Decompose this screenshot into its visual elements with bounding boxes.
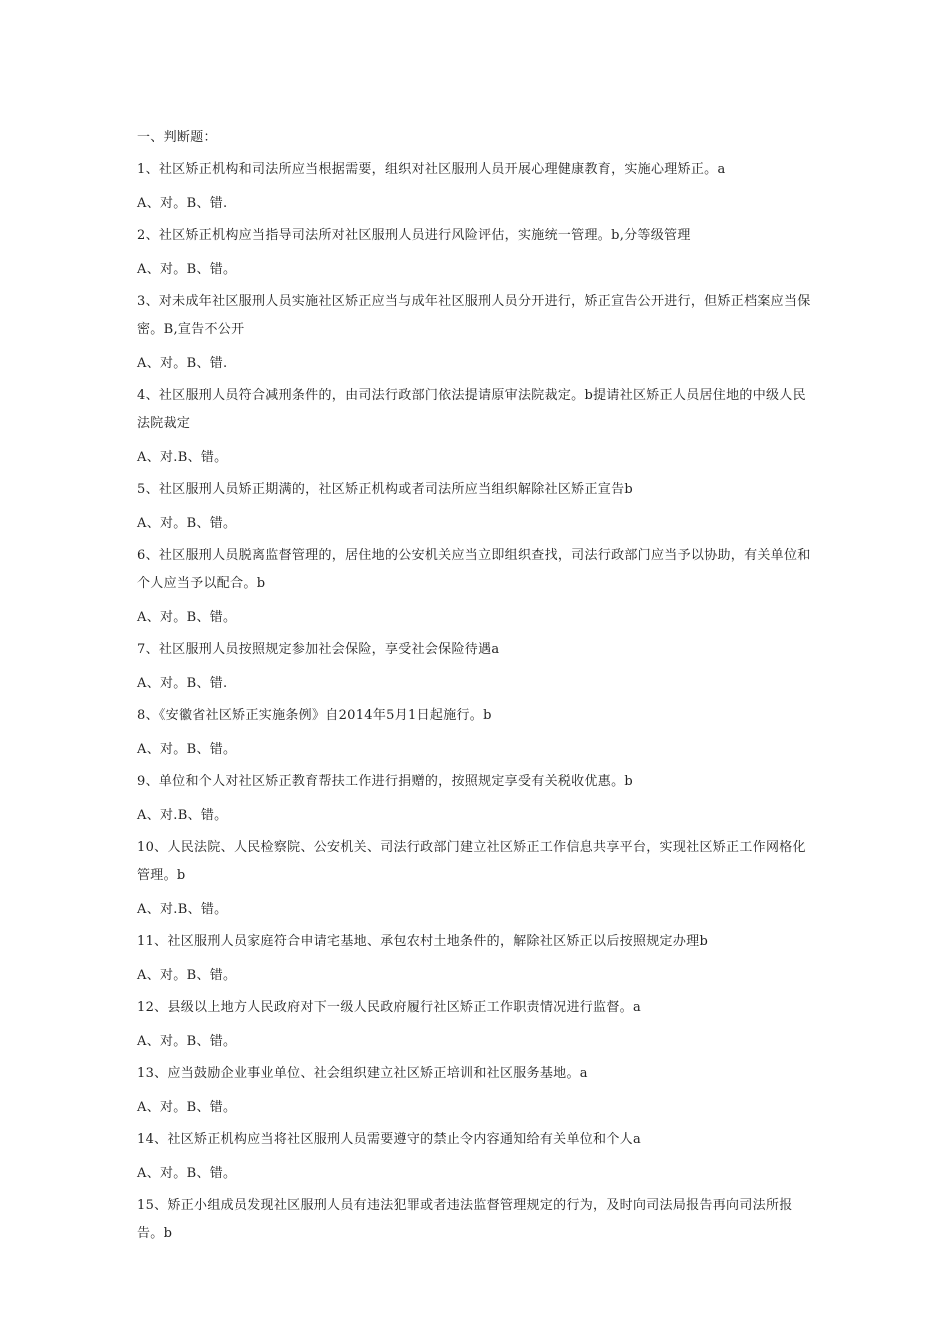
answer-options: A、对。B、错。	[137, 262, 237, 277]
question-7	[137, 636, 817, 696]
answer-options: A、对.B、错。	[137, 902, 228, 917]
question-15	[137, 1192, 817, 1248]
answer-options: A、对。B、错。	[137, 968, 237, 983]
question-8	[137, 702, 817, 762]
question-text: 5、社区服刑人员矫正期满的，社区矫正机构或者司法所应当组织解除社区矫正宣告b	[137, 482, 633, 497]
answer-options: A、对.B、错。	[137, 808, 228, 823]
question-9	[137, 768, 817, 828]
answer-options: A、对。B、错。	[137, 516, 237, 531]
question-text: 2、社区矫正机构应当指导司法所对社区服刑人员进行风险评估，实施统一管理。b,分等级管理	[137, 228, 691, 243]
question-text: 3、对未成年社区服刑人员实施社区矫正应当与成年社区服刑人员分开进行，矫正宣告公开进行，但矫正档案应当保密。B,宣告不公开	[137, 294, 811, 337]
answer-options: A、对。B、错。	[137, 742, 237, 757]
question-3	[137, 288, 817, 376]
question-text: 11、社区服刑人员家庭符合申请宅基地、承包农村土地条件的，解除社区矫正以后按照规定办理b	[137, 934, 709, 949]
question-text: 10、人民法院、人民检察院、公安机关、司法行政部门建立社区矫正工作信息共享平台，实现社区矫正工作网格化管理。b	[137, 840, 806, 883]
question-text: 9、单位和个人对社区矫正教育帮扶工作进行捐赠的，按照规定享受有关税收优惠。b	[137, 774, 633, 789]
answer-options: A、对。B、错。	[137, 610, 237, 625]
question-5	[137, 476, 817, 536]
question-2	[137, 222, 817, 282]
question-10	[137, 834, 817, 922]
document-content	[137, 126, 817, 1248]
question-text: 4、社区服刑人员符合减刑条件的，由司法行政部门依法提请原审法院裁定。b提请社区矫正人员居住地的中级人民法院裁定	[137, 388, 806, 431]
question-14	[137, 1126, 817, 1186]
answer-options: A、对。B、错。	[137, 1166, 237, 1181]
answer-options: A、对。B、错。	[137, 1100, 237, 1115]
answer-options: A、对.B、错。	[137, 450, 228, 465]
question-text: 15、矫正小组成员发现社区服刑人员有违法犯罪或者违法监督管理规定的行为，及时向司法局报告再向司法所报告。b	[137, 1198, 793, 1241]
question-13	[137, 1060, 817, 1120]
question-11	[137, 928, 817, 988]
question-text: 6、社区服刑人员脱离监督管理的，居住地的公安机关应当立即组织查找，司法行政部门应当予以协助，有关单位和个人应当予以配合。b	[137, 548, 811, 591]
answer-options: A、对。B、错.	[137, 196, 228, 211]
section-title: 一、判断题：	[137, 130, 217, 145]
answer-options: A、对。B、错.	[137, 356, 228, 371]
answer-options: A、对。B、错。	[137, 1034, 237, 1049]
answer-options: A、对。B、错.	[137, 676, 228, 691]
question-text: 8、《安徽省社区矫正实施条例》自2014年5月1日起施行。b	[137, 708, 492, 723]
question-12	[137, 994, 817, 1054]
question-1	[137, 156, 817, 216]
question-text: 14、社区矫正机构应当将社区服刑人员需要遵守的禁止令内容通知给有关单位和个人a	[137, 1132, 641, 1147]
question-text: 7、社区服刑人员按照规定参加社会保险，享受社会保险待遇a	[137, 642, 500, 657]
question-6	[137, 542, 817, 630]
question-4	[137, 382, 817, 470]
question-text: 12、县级以上地方人民政府对下一级人民政府履行社区矫正工作职责情况进行监督。a	[137, 1000, 641, 1015]
question-text: 1、社区矫正机构和司法所应当根据需要，组织对社区服刑人员开展心理健康教育，实施心理矫正。a	[137, 162, 726, 177]
question-text: 13、应当鼓励企业事业单位、社会组织建立社区矫正培训和社区服务基地。a	[137, 1066, 588, 1081]
